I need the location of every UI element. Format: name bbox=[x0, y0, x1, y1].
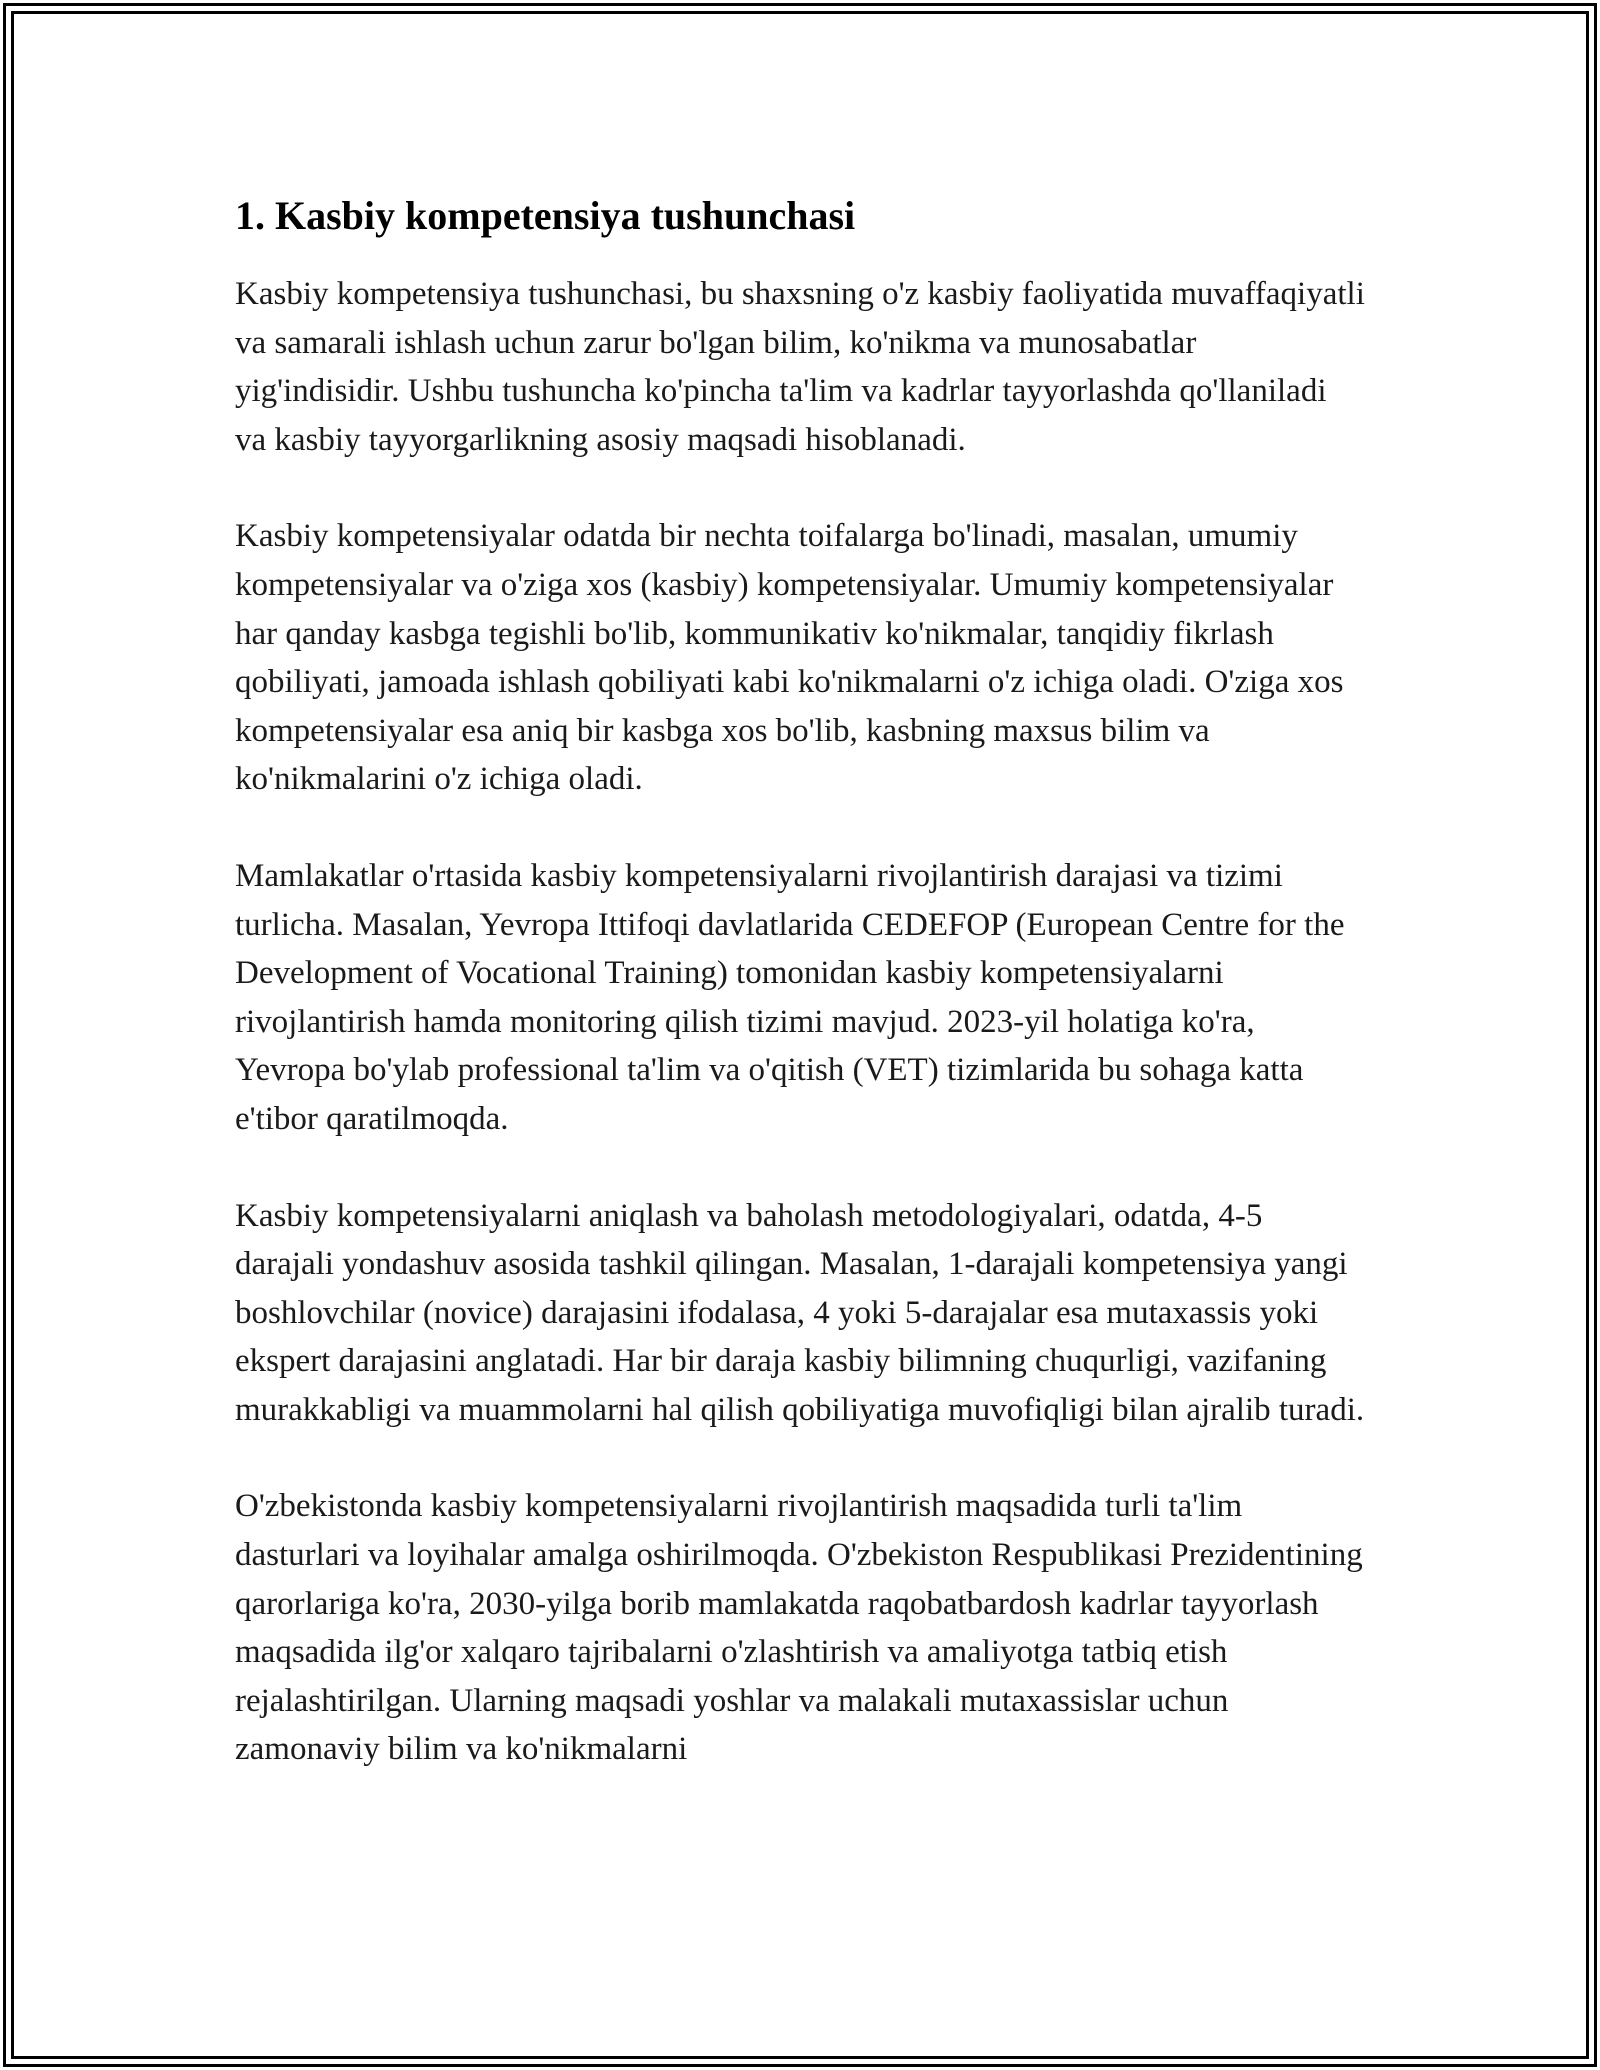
paragraph-methodology: Kasbiy kompetensiyalarni aniqlash va baholash metodologiyalari, odatda, 4-5 darajali yondashuv asosida tashkil qilingan. Masalan, 1-darajali kompetensiya yangi boshlovchilar (novice) darajasini ifodalasa, 4 yoki 5-darajalar esa mutaxassis yoki ekspert darajasini anglatadi. Har bir daraja kasbiy bilimning chuqurligi, vazifaning murakkabligi va muammolarni hal qilish qobiliyatiga muvofiqligi bilan ajralib turadi. bbox=[235, 1197, 1365, 1428]
section-heading: 1. Kasbiy kompetensiya tushunchasi bbox=[235, 193, 856, 238]
paragraph-categories: Kasbiy kompetensiyalar odatda bir nechta toifalarga bo'linadi, masalan, umumiy kompetensiyalar va o'ziga xos (kasbiy) kompetensiyalar. Umumiy kompetensiyalar har qanday kasbga tegishli bo'lib, kommunikativ ko'nikmalar, tanqidiy fikrlash qobiliyati, jamoada ishlash qobiliyati kabi ko'nikmalarni o'z ichiga oladi. O'ziga xos kompetensiyalar esa aniq bir kasbga xos bo'lib, kasbning maxsus bilim va ko'nikmalarini o'z ichiga oladi. bbox=[235, 518, 1344, 798]
document-body bbox=[235, 188, 1365, 1774]
paragraph-uzbekistan: O'zbekistonda kasbiy kompetensiyalarni rivojlantirish maqsadida turli ta'lim dasturlari va loyihalar amalga oshirilmoqda. O'zbekiston Respublikasi Prezidentining qarorlariga ko'ra, 2030-yilga borib mamlakatda raqobatbardosh kadrlar tayyorlash maqsadida ilg'or xalqaro tajribalarni o'zlashtirish va amaliyotga tatbiq etish rejalashtirilgan. Ularning maqsadi yoshlar va malakali mutaxassislar uchun zamonaviy bilim va ko'nikmalarni bbox=[235, 1488, 1363, 1768]
paragraph-definition: Kasbiy kompetensiya tushunchasi, bu shaxsning o'z kasbiy faoliyatida muvaffaqiyatli va samarali ishlash uchun zarur bo'lgan bilim, ko'nikma va munosabatlar yig'indisidir. Ushbu tushuncha ko'pincha ta'lim va kadrlar tayyorlashda qo'llaniladi va kasbiy tayyorgarlikning asosiy maqsadi hisoblanadi. bbox=[235, 276, 1365, 458]
paragraph-countries: Mamlakatlar o'rtasida kasbiy kompetensiyalarni rivojlantirish darajasi va tizimi turlicha. Masalan, Yevropa Ittifoqi davlatlarida CEDEFOP (European Centre for the Development of Vocational Training) tomonidan kasbiy kompetensiyalarni rivojlantirish hamda monitoring qilish tizimi mavjud. 2023-yil holatiga ko'ra, Yevropa bo'ylab professional ta'lim va o'qitish (VET) tizimlarida bu sohaga katta e'tibor qaratilmoqda. bbox=[235, 857, 1345, 1137]
